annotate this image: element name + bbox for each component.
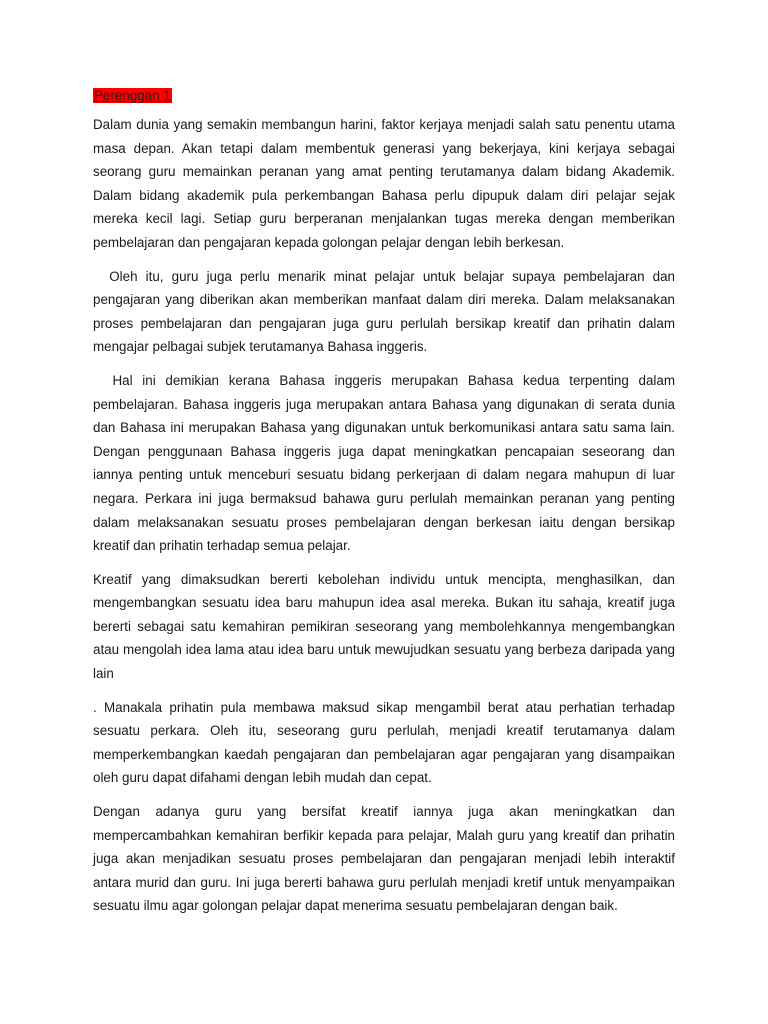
paragraph-2: Oleh itu, guru juga perlu menarik minat pelajar untuk belajar supaya pembelajaran dan pengajaran yang diberikan akan memberikan manfaat dalam diri mereka. Dalam melaksanakan proses pembelajaran dan pengajaran juga guru perlulah bersikap kreatif dan prihatin dalam mengajar pelbagai subjek terutamanya Bahasa inggeris. — [93, 268, 675, 355]
paragraph-3: Hal ini demikian kerana Bahasa inggeris merupakan Bahasa kedua terpenting dalam pembelajaran. Bahasa inggeris juga merupakan antara Bahasa yang digunakan di serata dunia dan Bahasa ini merupakan Bahasa yang digunakan untuk berkomunikasi antara satu sama lain. Dengan penggunaan Bahasa inggeris juga dapat meningkatkan pencapaian seseorang dan iannya penting untuk menceburi sesuatu bidang perkerjaan di dalam negara mahupun di luar negara. Perkara ini juga bermaksud bahawa guru perlulah memainkan peranan yang penting dalam melaksanakan sesuatu proses pembelajaran dengan berkesan iaitu dengan bersikap kreatif dan prihatin terhadap semua pelajar. — [93, 372, 675, 554]
paragraph-heading — [93, 86, 675, 106]
paragraph-1: Dalam dunia yang semakin membangun harini, faktor kerjaya menjadi salah satu penentu utama masa depan. Akan tetapi dalam membentuk generasi yang bekerjaya, kini kerjaya sebagai seorang guru memainkan peranan yang amat penting terutamanya dalam bidang Akademik. Dalam bidang akademik pula perkembangan Bahasa perlu dipupuk dalam diri pelajar sejak mereka kecil lagi. Setiap guru berperanan menjalankan tugas mereka dengan memberikan pembelajaran dan pengajaran kepada golongan pelajar dengan lebih berkesan. — [93, 117, 675, 250]
document-body — [93, 86, 675, 928]
paragraph-5: . Manakala prihatin pula membawa maksud sikap mengambil berat atau perhatian terhadap sesuatu perkara. Oleh itu, seseorang guru perlulah, menjadi kreatif terutamanya dalam memperkembangkan kaedah pengajaran dan pembelajaran agar pengajaran yang disampaikan oleh guru dapat difahami dengan lebih mudah dan cepat. — [93, 699, 675, 786]
paragraph-6: Dengan adanya guru yang bersifat kreatif iannya juga akan meningkatkan dan mempercambahkan kemahiran berfikir kepada para pelajar, Malah guru yang kreatif dan prihatin juga akan menjadikan sesuatu proses pembelajaran dan pengajaran menjadi lebih interaktif antara murid dan guru. Ini juga bererti bahawa guru perlulah menjadi kretif untuk menyampaikan sesuatu ilmu agar golongan pelajar dapat menerima sesuatu pembelajaran dengan baik. — [93, 804, 675, 914]
heading-highlight-text: Perenggan 1 — [94, 88, 171, 103]
paragraph-4: Kreatif yang dimaksudkan bererti kebolehan individu untuk mencipta, menghasilkan, dan mengembangkan sesuatu idea baru mahupun idea asal mereka. Bukan itu sahaja, kreatif juga bererti sebagai satu kemahiran pemikiran seseorang yang membolehkannya mengembangkan atau mengolah idea lama atau idea baru untuk mewujudkan sesuatu yang berbeza daripada yang lain — [93, 571, 675, 682]
